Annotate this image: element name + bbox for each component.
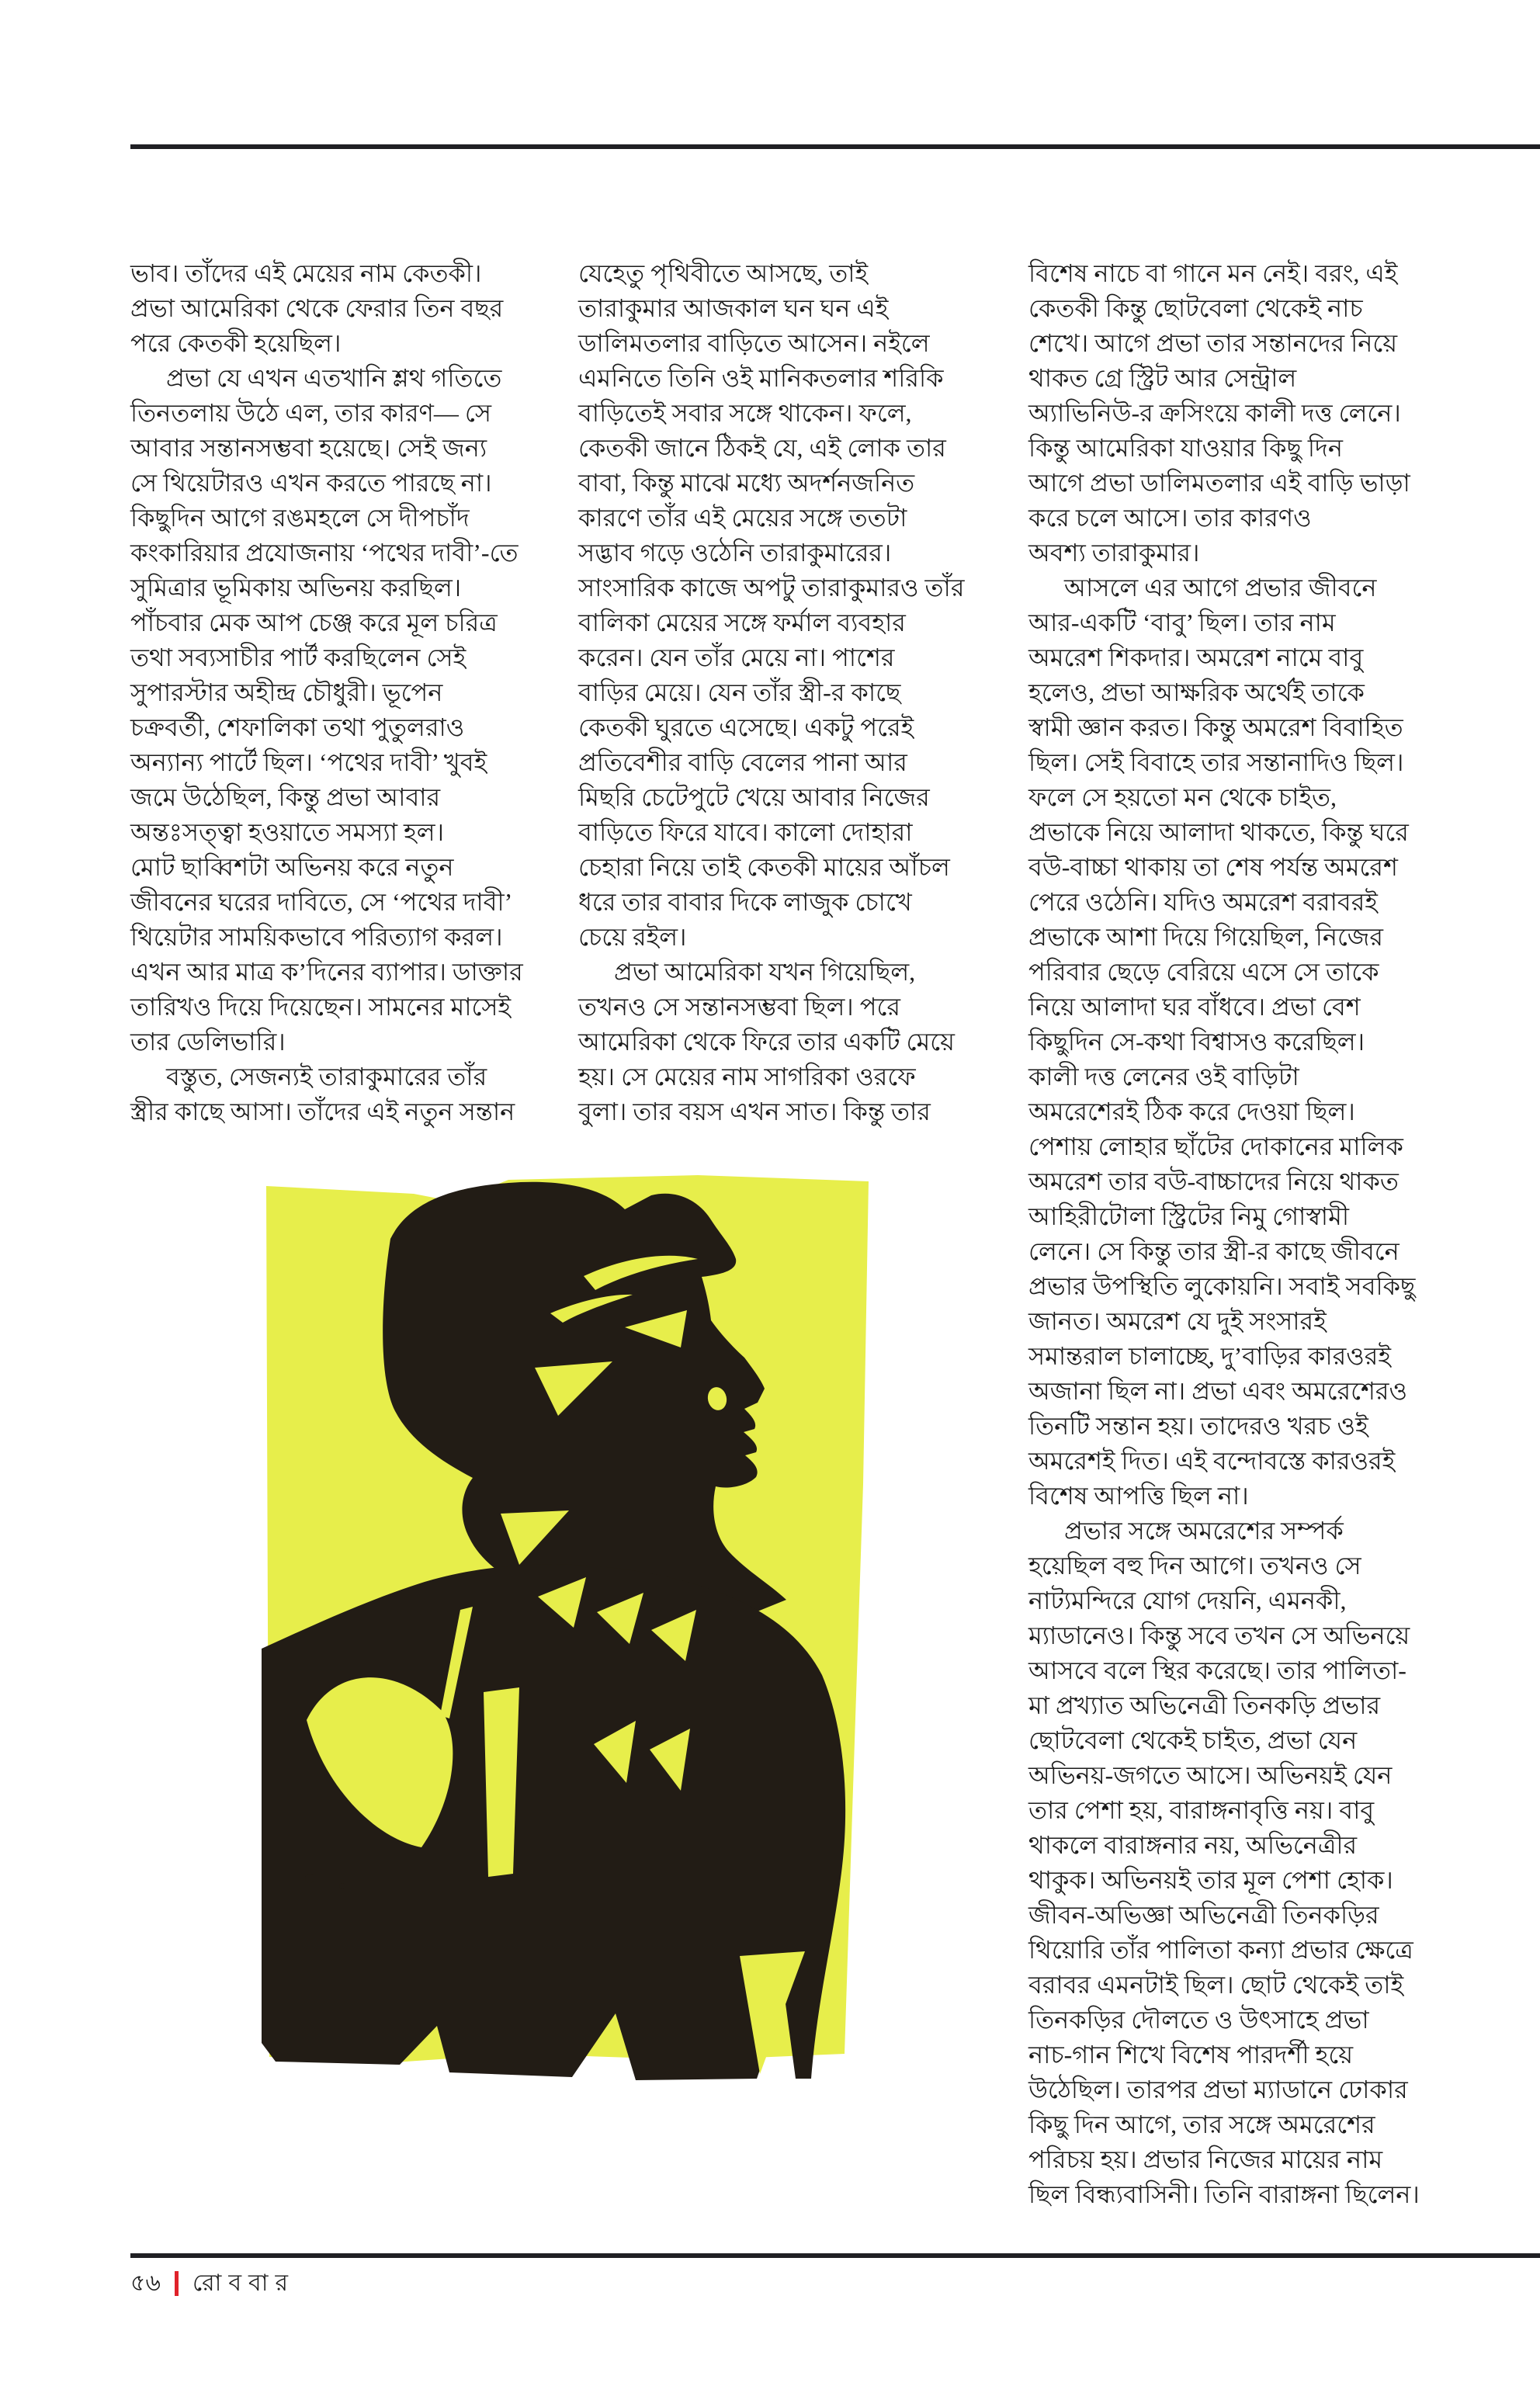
text-line: ফলে সে হয়তো মন থেকে চাইত, <box>1028 783 1337 811</box>
text-line: অমরেশ শিকদার। অমরেশ নামে বাবু <box>1028 643 1364 671</box>
text-line: তিনকড়ির দৌলতে ও উৎসাহে প্রভা <box>1028 2006 1369 2034</box>
text-line: কেতকী জানে ঠিকই যে, এই লোক তার <box>578 434 946 462</box>
text-line: কেতকী কিন্তু ছোটবেলা থেকেই নাচ <box>1028 294 1363 322</box>
text-line: কংকারিয়ার প্রযোজনায় ‘পথের দাবী’-তে <box>130 539 519 567</box>
text-line: অন্যান্য পার্টে ছিল। ‘পথের দাবী’ খুবই <box>130 748 487 776</box>
text-line: হলেও, প্রভা আক্ষরিক অর্থেই তাকে <box>1028 678 1365 706</box>
text-line: করেন। যেন তাঁর মেয়ে না। পাশের <box>578 643 895 671</box>
text-line: সুমিত্রার ভূমিকায় অভিনয় করছিল। <box>130 574 462 602</box>
text-line: স্ত্রীর কাছে আসা। তাঁদের এই নতুন সন্তান <box>130 1098 515 1125</box>
text-line: আমেরিকা থেকে ফিরে তার একটি মেয়ে <box>578 1028 956 1056</box>
text-line: এমনিতে তিনি ওই মানিকতলার শরিকি <box>578 364 944 392</box>
text-line: সমান্তরাল চালাচ্ছে, দু’বাড়ির কারওরই <box>1028 1342 1392 1370</box>
text-line: প্রভাকে আশা দিয়ে গিয়েছিল, নিজের <box>1028 923 1384 951</box>
text-line: নাচ-গান শিখে বিশেষ পারদর্শী হয়ে <box>1028 2041 1354 2069</box>
text-line: অমরেশই দিত। এই বন্দোবস্তে কারওরই <box>1028 1447 1396 1475</box>
text-line: প্রভার উপস্থিতি লুকোয়নি। সবাই সবকিছু <box>1028 1272 1416 1300</box>
paper-speck <box>305 1874 314 1883</box>
text-line: বাড়িতে ফিরে যাবে। কালো দোহারা <box>578 818 913 846</box>
text-line: বিশেষ আপত্তি ছিল না। <box>1028 1482 1249 1510</box>
text-line: আসলে এর আগে প্রভার জীবনে <box>1064 574 1377 602</box>
text-line: তিনতলায় উঠে এল, তার কারণ— সে <box>130 399 491 427</box>
text-line: তারিখও দিয়ে দিয়েছেন। সামনের মাসেই <box>130 993 512 1021</box>
text-line: থাকলে বারাঙ্গনার নয়, অভিনেত্রীর <box>1028 1831 1358 1859</box>
text-line: প্রতিবেশীর বাড়ি বেলের পানা আর <box>578 748 907 776</box>
text-line: আসবে বলে স্থির করেছে। তার পালিতা- <box>1028 1656 1406 1684</box>
text-line: কিছুদিন আগে রঙমহলে সে দীপচাঁদ <box>130 504 470 532</box>
text-line: বাড়ির মেয়ে। যেন তাঁর স্ত্রী-র কাছে <box>578 678 901 706</box>
text-line: চেয়ে রইল। <box>578 923 687 951</box>
text-line: উঠেছিল। তারপর প্রভা ম্যাডানে ঢোকার <box>1028 2076 1408 2103</box>
text-line: অন্তঃসত্ত্বা হওয়াতে সমস্যা হল। <box>130 818 445 846</box>
text-line: প্রভা আমেরিকা থেকে ফেরার তিন বছর <box>130 294 504 322</box>
text-line: প্রভা যে এখন এতখানি শ্লথ গতিতে <box>166 364 502 392</box>
text-line: বুলা। তার বয়স এখন সাত। কিন্তু তার <box>578 1098 931 1125</box>
text-line: পেশায় লোহার ছাঁটের দোকানের মালিক <box>1028 1132 1403 1160</box>
text-line: সাংসারিক কাজে অপটু তারাকুমারও তাঁর <box>578 574 965 602</box>
text-line: পরে কেতকী হয়েছিল। <box>130 329 342 357</box>
text-line: কেতকী ঘুরতে এসেছে। একটু পরেই <box>578 713 914 741</box>
text-line: ছোটবেলা থেকেই চাইত, প্রভা যেন <box>1028 1726 1358 1754</box>
text-line: সুপারস্টার অহীন্দ্র চৌধুরী। ভূপেন <box>130 678 443 706</box>
text-line: পরিচয় হয়। প্রভার নিজের মায়ের নাম <box>1028 2145 1383 2173</box>
text-line: পেরে ওঠেনি। যদিও অমরেশ বরাবরই <box>1028 888 1378 916</box>
text-line: স্বামী জ্ঞান করত। কিন্তু অমরেশ বিবাহিত <box>1028 713 1403 741</box>
text-line: থাকুক। অভিনয়ই তার মূল পেশা হোক। <box>1028 1866 1393 1894</box>
text-line: শেখে। আগে প্রভা তার সন্তানদের নিয়ে <box>1028 329 1398 357</box>
text-line: ম্যাডানেও। কিন্তু সবে তখন সে অভিনয়ে <box>1028 1621 1410 1649</box>
magazine-name: রোববার <box>192 2270 295 2296</box>
papercut-woman-illustration <box>262 1174 875 2088</box>
text-line: ভাব। তাঁদের এই মেয়ের নাম কেতকী। <box>130 259 482 287</box>
text-line: জানত। অমরেশ যে দুই সংসারই <box>1028 1307 1327 1335</box>
text-line: প্রভার সঙ্গে অমরেশের সম্পর্ক <box>1064 1517 1344 1545</box>
text-line: বাবা, কিন্তু মাঝে মধ্যে অদর্শনজনিত <box>578 469 915 497</box>
text-line: অজানা ছিল না। প্রভা এবং অমরেশেরও <box>1028 1377 1408 1405</box>
text-line: অমরেশ তার বউ-বাচ্চাদের নিয়ে থাকত <box>1028 1167 1399 1195</box>
footer-separator-bar <box>175 2271 179 2296</box>
text-line: ছিল। সেই বিবাহে তার সন্তানাদিও ছিল। <box>1028 748 1404 776</box>
text-line: লেনে। সে কিন্তু তার স্ত্রী-র কাছে জীবনে <box>1028 1237 1400 1265</box>
page-footer <box>130 2268 295 2299</box>
text-line: যেহেতু পৃথিবীতে আসছে, তাই <box>578 259 869 287</box>
text-line: তিনটি সন্তান হয়। তাদেরও খরচ ওই <box>1028 1412 1368 1440</box>
text-line: বস্তুত, সেজন্যই তারাকুমারের তাঁর <box>166 1063 487 1091</box>
text-line: ছিল বিন্ধ্যবাসিনী। তিনি বারাঙ্গনা ছিলেন। <box>1028 2180 1420 2208</box>
text-line: প্রভা আমেরিকা যখন গিয়েছিল, <box>614 958 916 986</box>
top-rule <box>130 144 1540 149</box>
text-line: অবশ্য তারাকুমার। <box>1028 539 1200 567</box>
text-line: মিছরি চেটেপুটে খেয়ে আবার নিজের <box>578 783 930 811</box>
text-line: আর-একটি ‘বাবু’ ছিল। তার নাম <box>1028 609 1336 636</box>
text-line: তখনও সে সন্তানসম্ভবা ছিল। পরে <box>578 993 900 1021</box>
papercut-woman-svg <box>262 1174 875 2088</box>
bottom-rule <box>130 2253 1540 2258</box>
text-line: হয়। সে মেয়ের নাম সাগরিকা ওরফে <box>578 1063 916 1091</box>
text-line: কালী দত্ত লেনের ওই বাড়িটা <box>1028 1063 1299 1091</box>
paper-speck <box>339 1883 345 1889</box>
text-line: এখন আর মাত্র ক’দিনের ব্যাপার। ডাক্তার <box>130 958 523 986</box>
text-line: কারণে তাঁর এই মেয়ের সঙ্গে ততটা <box>578 504 907 532</box>
text-line: বিশেষ নাচে বা গানে মন নেই। বরং, এই <box>1028 259 1398 287</box>
text-column <box>578 256 970 1129</box>
text-line: তার ডেলিভারি। <box>130 1028 286 1056</box>
text-line: নিয়ে আলাদা ঘর বাঁধবে। প্রভা বেশ <box>1028 993 1361 1021</box>
text-line: অ্যাভিনিউ-র ক্রসিংয়ে কালী দত্ত লেনে। <box>1028 399 1401 427</box>
text-line: বাড়িতেই সবার সঙ্গে থাকেন। ফলে, <box>578 399 912 427</box>
text-line: সদ্ভাব গড়ে ওঠেনি তারাকুমারের। <box>578 539 892 567</box>
text-line: কিন্তু আমেরিকা যাওয়ার কিছু দিন <box>1028 434 1343 462</box>
text-line: বালিকা মেয়ের সঙ্গে ফর্মাল ব্যবহার <box>578 609 906 636</box>
text-line: অভিনয়-জগতে আসে। অভিনয়ই যেন <box>1028 1761 1393 1789</box>
text-line: সে থিয়েটারও এখন করতে পারছে না। <box>130 469 492 497</box>
text-line: জীবন-অভিজ্ঞা অভিনেত্রী তিনকড়ির <box>1028 1901 1379 1929</box>
text-line: জীবনের ঘরের দাবিতে, সে ‘পথের দাবী’ <box>130 888 513 916</box>
text-line: অমরেশেরই ঠিক করে দেওয়া ছিল। <box>1028 1098 1355 1125</box>
text-line: মোট ছাব্বিশটা অভিনয় করে নতুন <box>130 853 454 881</box>
text-line: নাট্যমন্দিরে যোগ দেয়নি, এমনকী, <box>1028 1587 1347 1614</box>
text-line: চেহারা নিয়ে তাই কেতকী মায়ের আঁচল <box>578 853 950 881</box>
page-number: ৫৬ <box>130 2270 161 2296</box>
text-line: থিয়োরি তাঁর পালিতা কন্যা প্রভার ক্ষেত্রে <box>1028 1936 1413 1964</box>
text-line: পাঁচবার মেক আপ চেঞ্জ করে মূল চরিত্র <box>130 609 498 636</box>
text-line: পরিবার ছেড়ে বেরিয়ে এসে সে তাকে <box>1028 958 1379 986</box>
text-line: তার পেশা হয়, বারাঙ্গনাবৃত্তি নয়। বাবু <box>1028 1796 1375 1824</box>
text-line: বউ-বাচ্চা থাকায় তা শেষ পর্যন্ত অমরেশ <box>1028 853 1398 881</box>
text-line: থাকত গ্রে স্ট্রিট আর সেন্ট্রাল <box>1028 364 1297 392</box>
text-line: তারাকুমার আজকাল ঘন ঘন এই <box>578 294 889 322</box>
text-line: তথা সব্যসাচীর পার্ট করছিলেন সেই <box>130 643 467 671</box>
text-column <box>130 256 522 1129</box>
text-line: থিয়েটার সাময়িকভাবে পরিত্যাগ করল। <box>130 923 503 951</box>
text-line: আহিরীটোলা স্ট্রিটের নিমু গোস্বামী <box>1028 1202 1349 1230</box>
text-line: কিছু দিন আগে, তার সঙ্গে অমরেশের <box>1028 2110 1375 2138</box>
text-line: ধরে তার বাবার দিকে লাজুক চোখে <box>578 888 912 916</box>
text-line: ডালিমতলার বাড়িতে আসেন। নইলে <box>578 329 930 357</box>
text-line: করে চলে আসে। তার কারণও <box>1028 504 1312 532</box>
text-line: আবার সন্তানসম্ভবা হয়েছে। সেই জন্য <box>130 434 487 462</box>
text-line: হয়েছিল বহু দিন আগে। তখনও সে <box>1028 1552 1361 1580</box>
text-column <box>1028 256 1420 2212</box>
text-line: বরাবর এমনটাই ছিল। ছোট থেকেই তাই <box>1028 1971 1404 1999</box>
text-line: আগে প্রভা ডালিমতলার এই বাড়ি ভাড়া <box>1028 469 1410 497</box>
text-line: মা প্রখ্যাত অভিনেত্রী তিনকড়ি প্রভার <box>1028 1691 1381 1719</box>
text-line: প্রভাকে নিয়ে আলাদা থাকতে, কিন্তু ঘরে <box>1028 818 1409 846</box>
text-line: চক্রবর্তী, শেফালিকা তথা পুতুলরাও <box>130 713 465 741</box>
text-line: কিছুদিন সে-কথা বিশ্বাসও করেছিল। <box>1028 1028 1365 1056</box>
text-line: জমে উঠেছিল, কিন্তু প্রভা আবার <box>130 783 441 811</box>
